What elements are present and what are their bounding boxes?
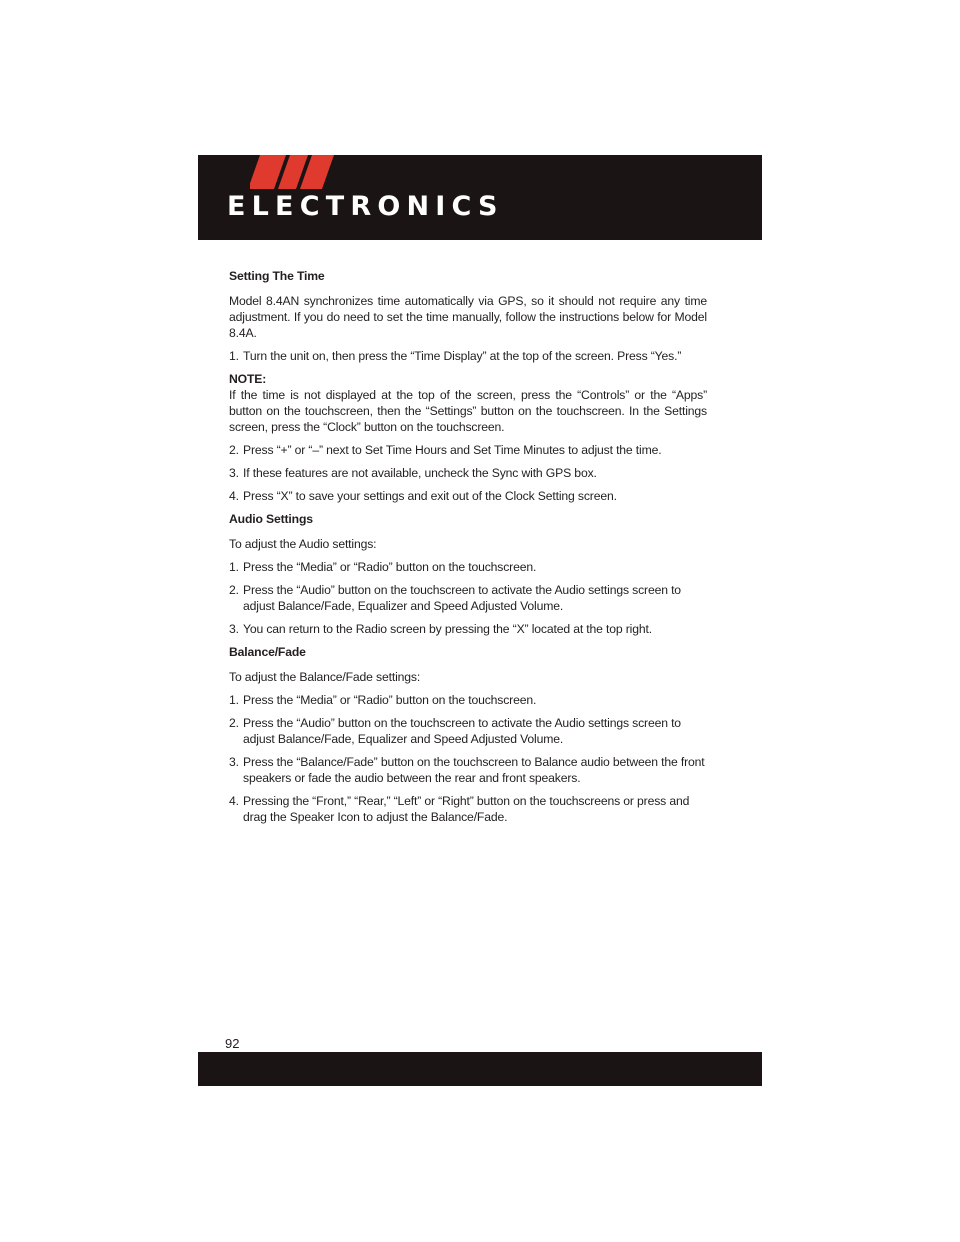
step-text: Press the “Balance/Fade” button on the touchscreen to Balance audio between the front speakers or fade the audio between the rear and front speakers. [243,755,705,785]
heading-balance-fade: Balance/Fade [229,645,306,659]
step-text: Turn the unit on, then press the “Time Display” at the top of the screen. Press “Yes.” [243,349,682,363]
racing-stripes-logo [250,155,340,189]
step-text: Pressing the “Front,” “Rear,” “Left” or “Right” button on the touchscreens or press and drag the Speaker Icon to adjust the Balance/Fade. [243,794,690,824]
step-number: 4. [229,794,239,808]
note-text: If the time is not displayed at the top of the screen, press the “Controls” or the “Apps” button on the touchscreen, then the “Settings” button on the touchscreen. In the Settings screen, press the “Clock” button on the touchscreen. [229,388,707,434]
list-item [229,715,707,747]
list-item [229,692,707,708]
step-number: 1. [229,560,239,574]
section-header-band [198,155,762,240]
step-text: Press “X” to save your settings and exit out of the Clock Setting screen. [243,489,617,503]
audio-settings-intro: To adjust the Audio settings: [229,537,377,551]
step-number: 2. [229,716,239,730]
balance-fade-intro: To adjust the Balance/Fade settings: [229,670,421,684]
step-text: Press “+” or “–” next to Set Time Hours and Set Time Minutes to adjust the time. [243,443,662,457]
list-item [229,488,707,504]
list-item [229,793,707,825]
step-text: Press the “Media” or “Radio” button on the touchscreen. [243,560,537,574]
step-number: 2. [229,443,239,457]
list-item [229,442,707,458]
list-item [229,559,707,575]
page-content [229,268,707,832]
note-label: NOTE: [229,372,267,386]
step-text: Press the “Media” or “Radio” button on the touchscreen. [243,693,537,707]
list-item [229,582,707,614]
heading-setting-the-time: Setting The Time [229,269,325,283]
step-text: You can return to the Radio screen by pressing the “X” located at the top right. [243,622,652,636]
heading-audio-settings: Audio Settings [229,512,313,526]
section-title: ELECTRONICS [227,191,504,222]
step-number: 3. [229,755,239,769]
step-text: Press the “Audio” button on the touchscreen to activate the Audio settings screen to adjust Balance/Fade, Equalizer and Speed Adjusted Volume. [243,583,681,613]
step-number: 3. [229,622,239,636]
step-number: 4. [229,489,239,503]
step-text: If these features are not available, uncheck the Sync with GPS box. [243,466,597,480]
step-number: 1. [229,693,239,707]
footer-band [198,1052,762,1086]
list-item [229,348,707,364]
step-number: 1. [229,349,239,363]
page-number: 92 [225,1036,240,1051]
list-item [229,621,707,637]
step-text: Press the “Audio” button on the touchscreen to activate the Audio settings screen to adjust Balance/Fade, Equalizer and Speed Adjusted Volume. [243,716,681,746]
step-number: 2. [229,583,239,597]
setting-time-intro: Model 8.4AN synchronizes time automatically via GPS, so it should not require any time adjustment. If you do need to set the time manually, follow the instructions below for Model 8.4A. [229,294,707,340]
list-item [229,465,707,481]
step-number: 3. [229,466,239,480]
list-item [229,754,707,786]
